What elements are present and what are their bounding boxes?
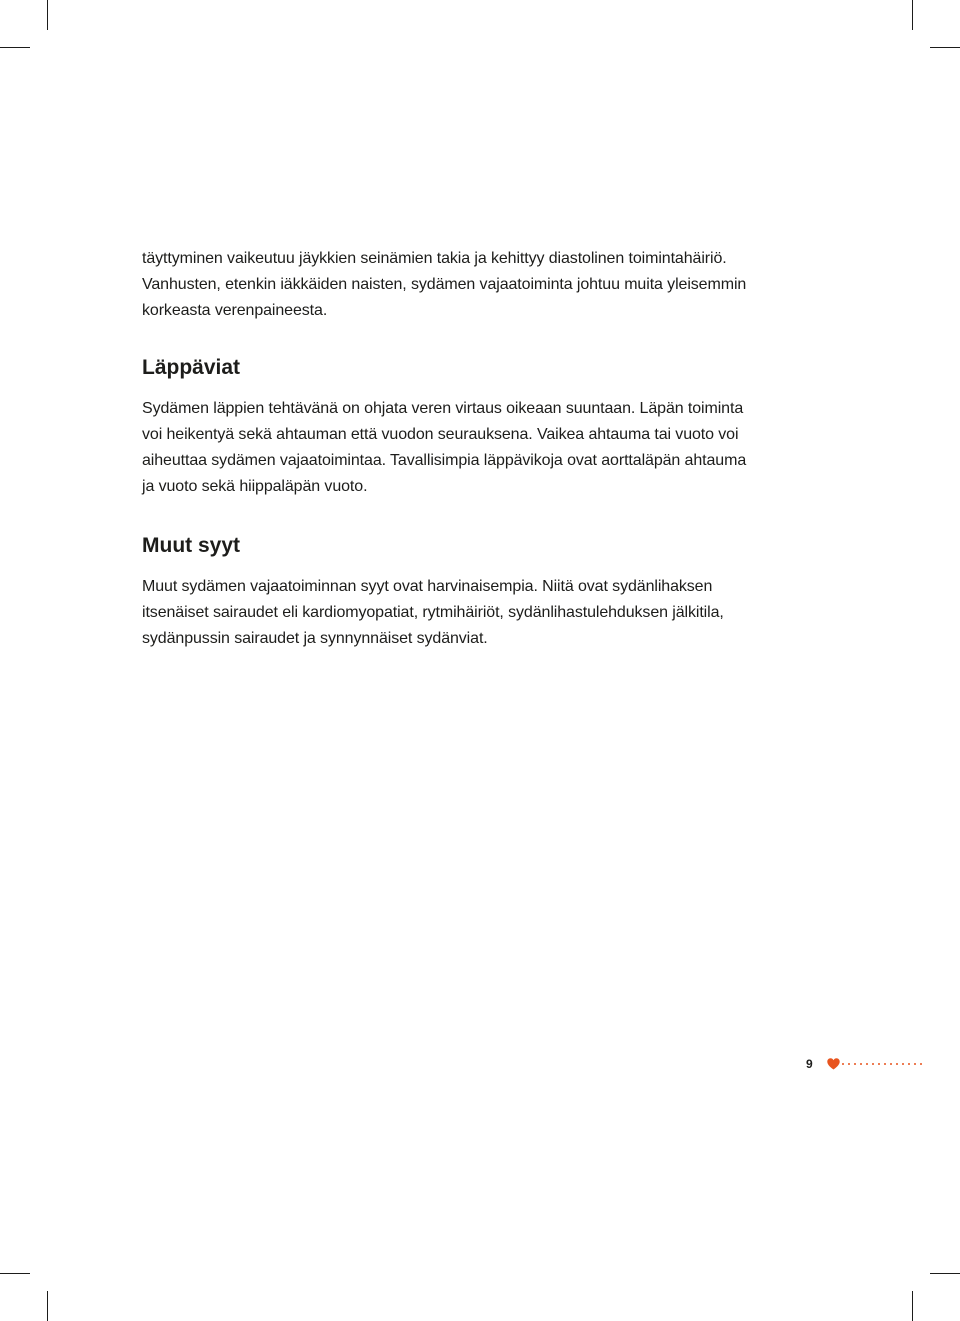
heart-icon	[827, 1058, 840, 1070]
crop-mark-top-right-vertical	[912, 0, 913, 30]
leader-dot	[854, 1063, 856, 1065]
leader-dot	[884, 1063, 886, 1065]
leader-dot	[848, 1063, 850, 1065]
section-heading-muut-syyt: Muut syyt	[142, 534, 241, 557]
intro-paragraph: täyttyminen vaikeutuu jäykkien seinämien takia ja kehittyy diastolinen toimintahäiriö. Vanhusten, etenkin iäkkäiden naisten, sydämen vajaatoiminta johtuu muita yleisemmin korkeasta verenpaineesta.	[142, 250, 747, 319]
section-paragraph-muut-syyt: Muut sydämen vajaatoiminnan syyt ovat harvinaisempia. Niitä ovat sydänlihaksen itsenäiset sairaudet eli kardiomyopatiat, rytmihäiriöt, sydänlihastulehduksen jälkitila, sydänpussin sairaudet ja synnynnäiset sydänviat.	[142, 578, 724, 647]
crop-mark-top-left-vertical	[47, 0, 48, 30]
leader-dot	[920, 1063, 922, 1065]
page-footer	[806, 1055, 926, 1073]
crop-mark-bottom-right-vertical	[912, 1291, 913, 1321]
leader-dot	[866, 1063, 868, 1065]
leader-dot	[902, 1063, 904, 1065]
leader-dot	[878, 1063, 880, 1065]
crop-mark-bottom-left-vertical	[47, 1291, 48, 1321]
dotted-leader	[842, 1063, 926, 1065]
leader-dot	[860, 1063, 862, 1065]
leader-dot	[896, 1063, 898, 1065]
leader-dot	[908, 1063, 910, 1065]
section-heading-lappaviat: Läppäviat	[142, 356, 241, 379]
leader-dot	[872, 1063, 874, 1065]
section-paragraph-lappaviat: Sydämen läppien tehtävänä on ohjata veren virtaus oikeaan suuntaan. Läpän toiminta voi heikentyä sekä ahtauman että vuodon seurauksena. Vaikea ahtauma tai vuoto voi aiheuttaa sydämen vajaatoimintaa. Tavallisimpia läppävikoja ovat aorttaläpän ahtauma ja vuoto sekä hiippaläpän vuoto.	[142, 400, 747, 495]
crop-mark-bottom-left-horizontal	[0, 1273, 30, 1274]
leader-dot	[914, 1063, 916, 1065]
leader-dot	[842, 1063, 844, 1065]
crop-mark-top-right-horizontal	[930, 47, 960, 48]
page-number: 9	[806, 1057, 813, 1071]
body-text	[142, 246, 762, 652]
leader-dot	[890, 1063, 892, 1065]
crop-mark-top-left-horizontal	[0, 47, 30, 48]
crop-mark-bottom-right-horizontal	[930, 1273, 960, 1274]
